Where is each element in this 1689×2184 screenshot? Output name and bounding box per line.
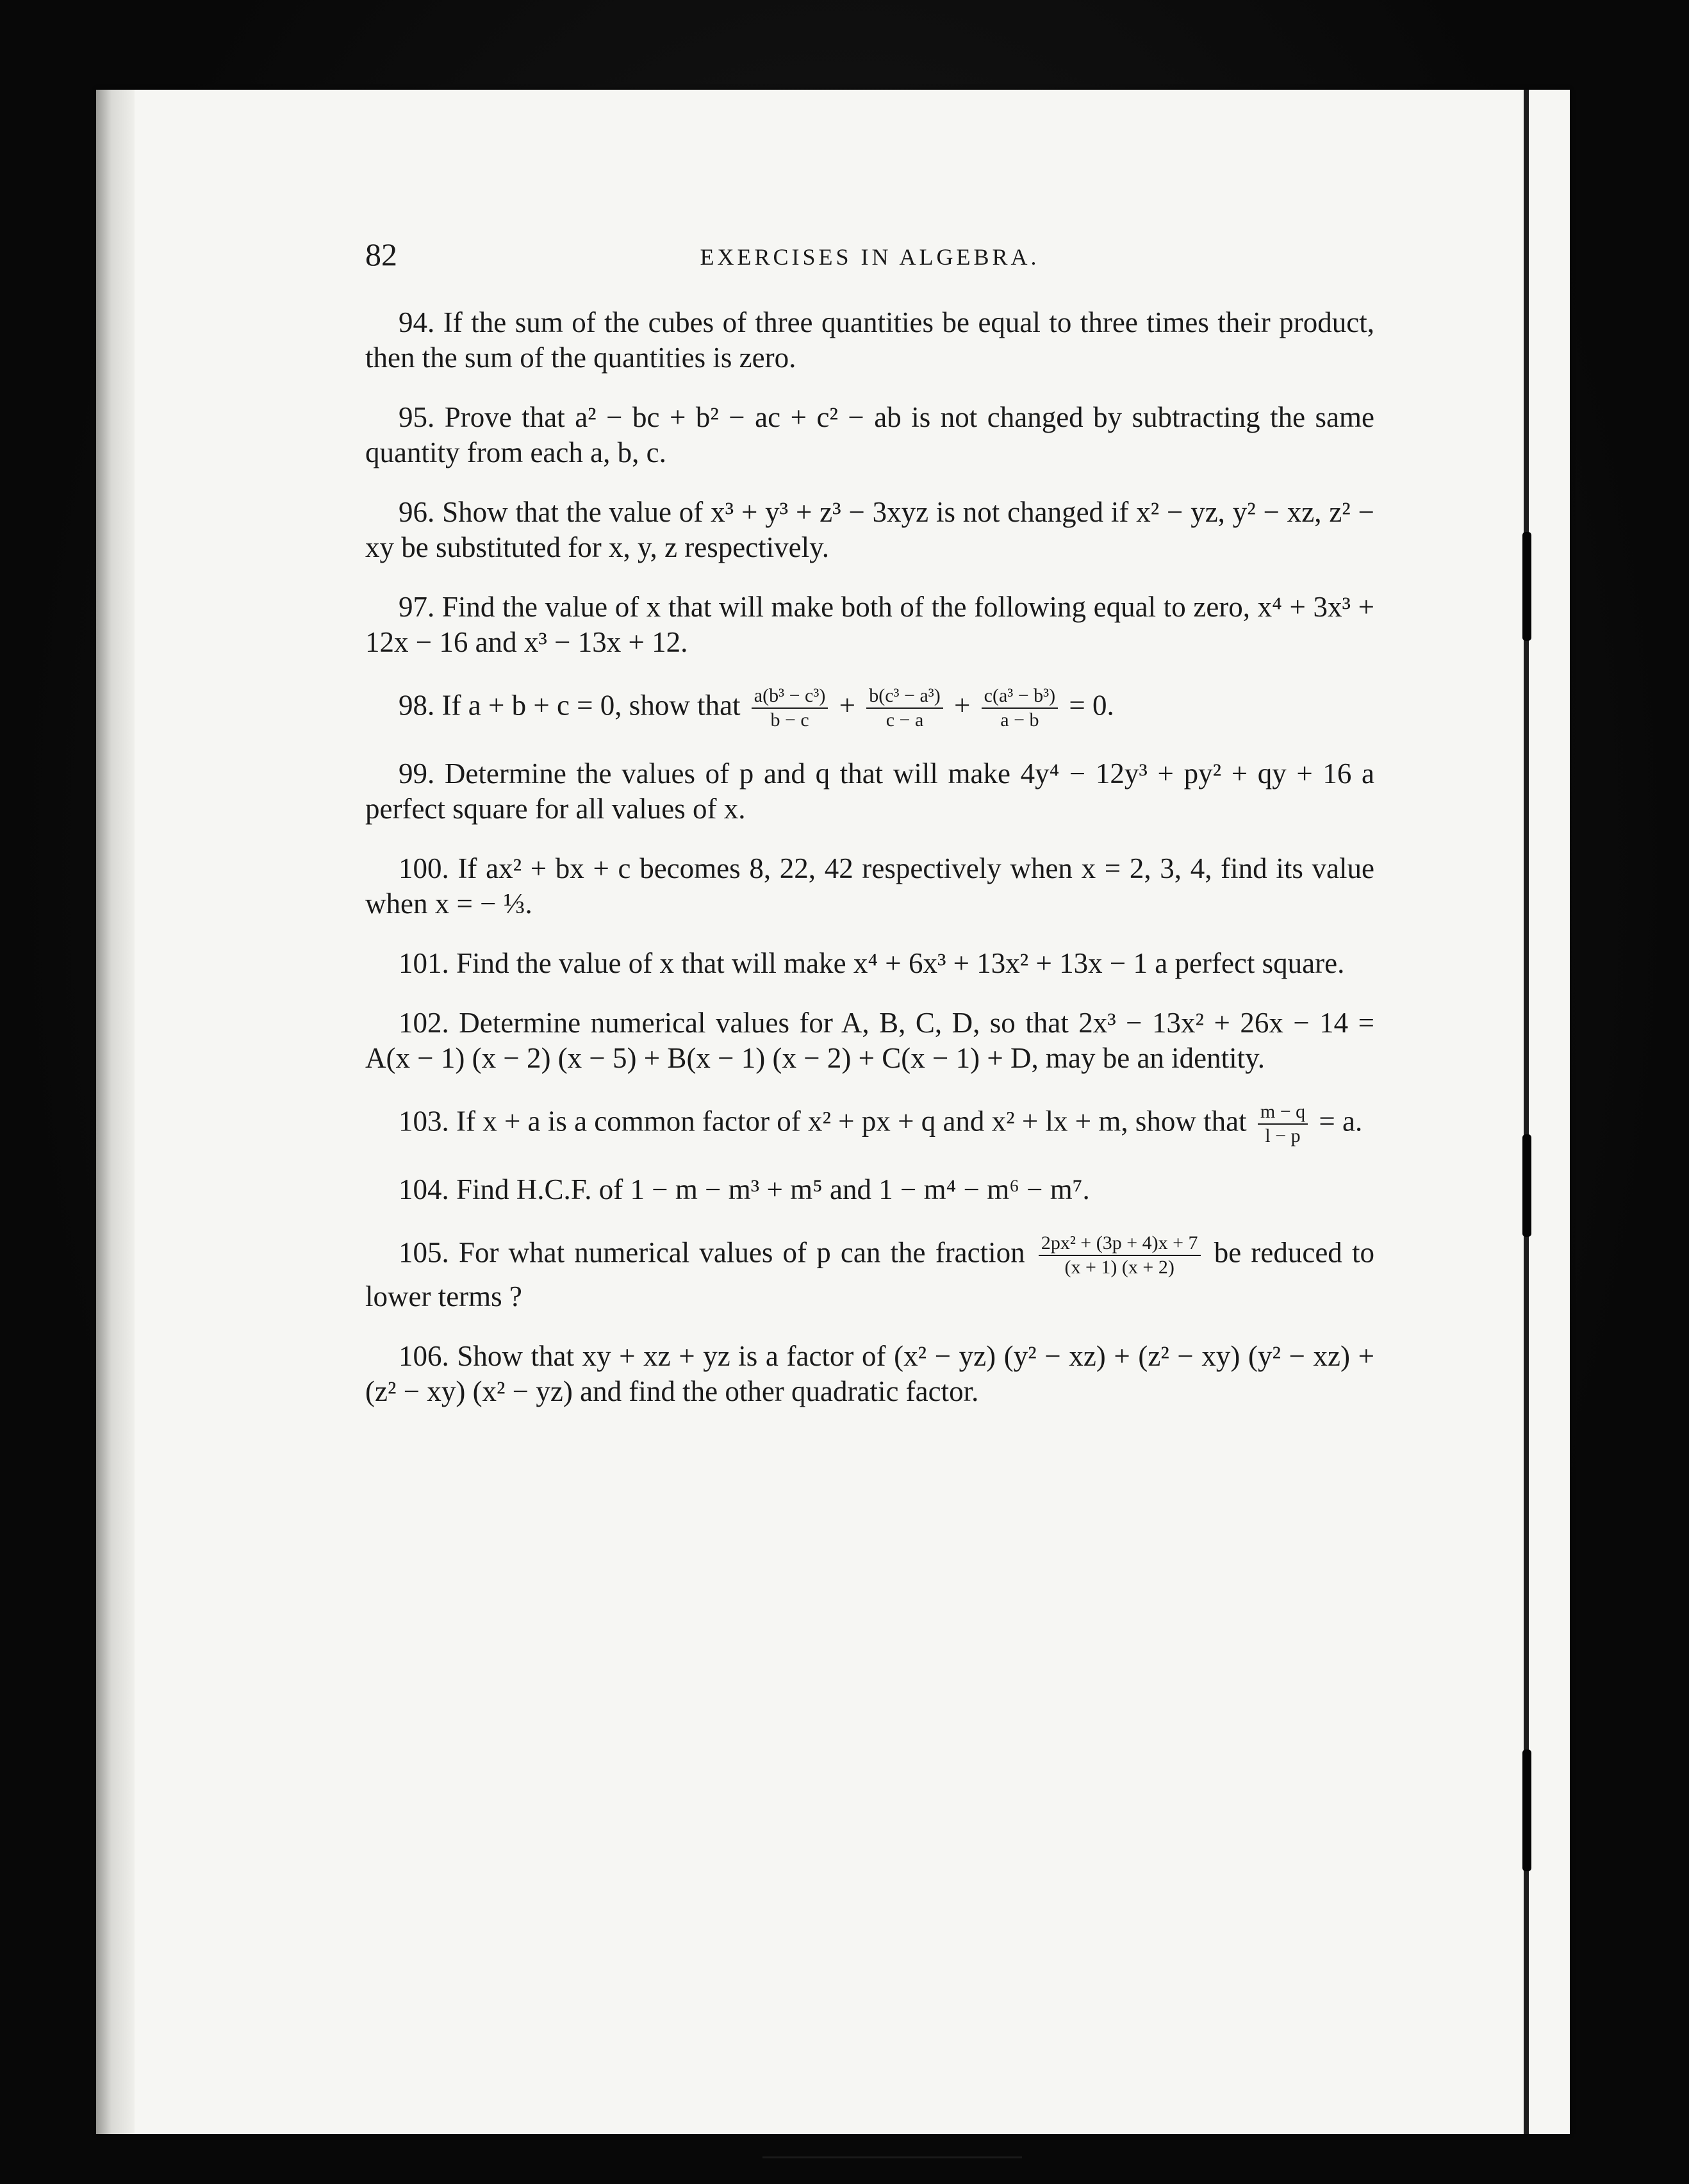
problem-101 — [365, 946, 1374, 981]
fraction-denominator: a − b — [1000, 709, 1039, 731]
problem-text: Determine numerical values for A, B, C, D, so that 2x³ − 13x² + 26x − 14 = A(x − 1) (x − 2) (x − 5) + B(x − 1) (x − 2) + C(x − 1) + D, may be an identity. — [365, 1007, 1375, 1074]
problem-text: Find the value of x that will make both of the following equal to zero, x⁴ + 3x³ + 12x − 16 and x³ − 13x + 12. — [365, 591, 1374, 658]
problem-number: 98. — [399, 689, 435, 722]
problem-103 — [365, 1100, 1374, 1148]
fraction-numerator: 2px² + (3p + 4)x + 7 — [1039, 1232, 1201, 1256]
page-number: 82 — [365, 236, 397, 272]
problem-number: 101. — [399, 947, 449, 979]
problem-text: Find H.C.F. of 1 − m − m³ + m⁵ and 1 − m⁴ − m⁶ − m⁷. — [456, 1173, 1090, 1205]
problem-number: 96. — [399, 496, 435, 528]
page-content — [365, 237, 1374, 1434]
problem-lead-text: If x + a is a common factor of x² + px + q and x² + lx + m, show that — [456, 1105, 1247, 1138]
fraction — [752, 684, 828, 732]
page-gutter-shadow — [96, 90, 135, 2134]
problem-text: If ax² + bx + c becomes 8, 22, 42 respectively when x = 2, 3, 4, find its value when x = − ⅓. — [365, 852, 1374, 920]
fraction-denominator: l − p — [1265, 1125, 1301, 1146]
plus-sign: + — [839, 689, 855, 722]
problem-100 — [365, 851, 1374, 922]
fraction-numerator: b(c³ − a³) — [866, 684, 943, 709]
problem-number: 97. — [399, 591, 435, 623]
section-end-rule — [762, 2156, 1022, 2158]
problem-number: 103. — [399, 1105, 449, 1138]
problem-105 — [365, 1232, 1374, 1314]
fraction — [1258, 1100, 1308, 1148]
problem-number: 100. — [399, 852, 449, 884]
problem-tail-text: be reduced to lower terms ? — [365, 1236, 1374, 1312]
problem-number: 95. — [399, 401, 435, 433]
edge-mark — [1522, 1134, 1531, 1237]
problem-text: Determine the values of p and q that will make 4y⁴ − 12y³ + py² + qy + 16 a perfect square for all values of x. — [365, 757, 1375, 825]
problem-lead-text: For what numerical values of p can the fraction — [458, 1236, 1025, 1269]
problem-96 — [365, 495, 1374, 565]
problem-text: Prove that a² − bc + b² − ac + c² − ab is not changed by subtracting the same quantity from each a, b, c. — [365, 401, 1375, 468]
problem-tail-text: = 0. — [1069, 689, 1114, 722]
edge-mark — [1522, 532, 1531, 641]
problem-number: 105. — [399, 1236, 449, 1269]
fraction — [982, 684, 1059, 732]
problem-102 — [365, 1005, 1374, 1076]
running-title: EXERCISES IN ALGEBRA. — [700, 244, 1040, 270]
problem-text: Find the value of x that will make x⁴ + 6x³ + 13x² + 13x − 1 a perfect square. — [456, 947, 1345, 979]
fraction-denominator: (x + 1) (x + 2) — [1064, 1257, 1174, 1278]
fraction-denominator: c − a — [886, 709, 924, 731]
fraction-numerator: c(a³ − b³) — [982, 684, 1059, 709]
running-head — [365, 237, 1374, 282]
problem-lead-text: If a + b + c = 0, show that — [441, 689, 741, 722]
problem-number: 99. — [399, 757, 435, 790]
problem-106 — [365, 1339, 1374, 1409]
problem-95 — [365, 400, 1374, 470]
problem-99 — [365, 756, 1374, 827]
plus-sign: + — [954, 689, 971, 722]
problem-number: 104. — [399, 1173, 449, 1205]
fraction-numerator: m − q — [1258, 1100, 1308, 1125]
problem-98 — [365, 684, 1374, 732]
problem-97 — [365, 590, 1374, 660]
problem-104 — [365, 1172, 1374, 1207]
fraction-denominator: b − c — [770, 709, 809, 731]
problem-94 — [365, 305, 1374, 376]
problem-text: If the sum of the cubes of three quantities be equal to three times their product, then the sum of the quantities is zero. — [365, 306, 1374, 374]
fraction — [1039, 1232, 1201, 1279]
fraction-numerator: a(b³ − c³) — [752, 684, 828, 709]
problem-number: 94. — [399, 306, 435, 338]
problem-tail-text: = a. — [1319, 1105, 1363, 1138]
fraction — [866, 684, 943, 732]
problem-text: Show that xy + xz + yz is a factor of (x² − yz) (y² − xz) + (z² − xy) (y² − xz) + (z² − xy) (x² − yz) and find the other quadratic factor. — [365, 1340, 1375, 1407]
edge-mark — [1522, 1750, 1531, 1871]
problem-number: 106. — [399, 1340, 449, 1372]
problem-text: Show that the value of x³ + y³ + z³ − 3xyz is not changed if x² − yz, y² − xz, z² − xy be substituted for x, y, z respectively. — [365, 496, 1374, 563]
problem-number: 102. — [399, 1007, 449, 1039]
